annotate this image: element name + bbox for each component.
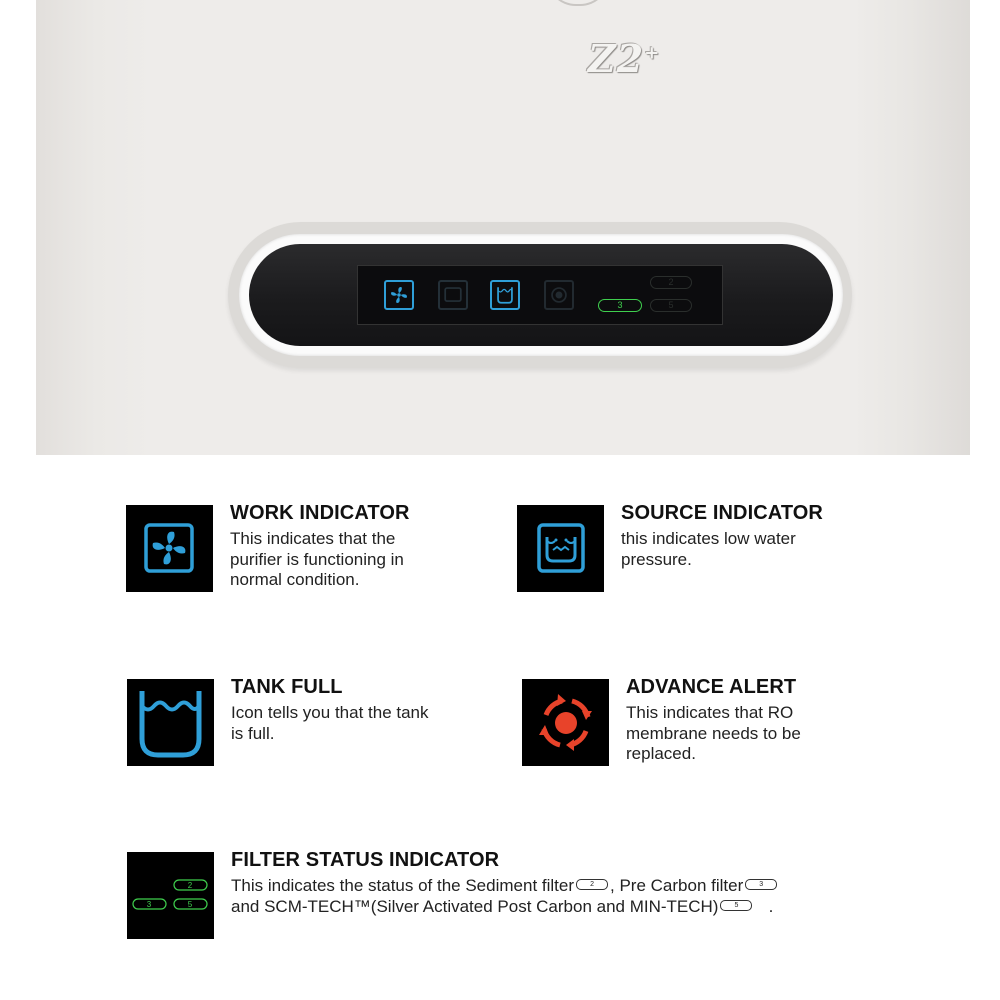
filter-desc-part-3: and SCM-TECH™(Silver Activated Post Carbon and MIN-TECH)	[231, 896, 719, 916]
source-indicator-title: SOURCE INDICATOR	[621, 502, 823, 524]
work-indicator-tile	[126, 505, 213, 592]
filter-pill-2-label: 2	[187, 881, 193, 890]
tank-full-icon	[127, 679, 214, 766]
filter-status-description	[231, 876, 871, 917]
tank-full-description: Icon tells you that the tank is full.	[231, 703, 429, 743]
filter-pill-3: 3	[598, 299, 642, 312]
filter-desc-part-1: This indicates the status of the Sediment filter	[231, 876, 575, 895]
brand-logo: Z2+	[588, 36, 661, 81]
advance-alert-description: This indicates that RO membrane needs to be replaced.	[626, 703, 801, 763]
sediment-filter-pill: 2	[576, 879, 608, 890]
fan-icon	[384, 280, 414, 310]
filter-pill-3-label: 3	[146, 900, 152, 909]
advance-alert-tile	[522, 679, 609, 766]
low-pressure-tank-icon	[517, 505, 604, 592]
purifier-body	[36, 0, 970, 455]
filter-status-tile	[127, 852, 214, 939]
filter-pill-5: 5	[650, 299, 692, 312]
tank-full-icon	[490, 280, 520, 310]
advance-alert-icon	[522, 679, 609, 766]
filter-status-title: FILTER STATUS INDICATOR	[231, 849, 500, 871]
filter-pill-2: 2	[650, 276, 692, 289]
low-pressure-tank-icon	[438, 280, 468, 310]
source-indicator-tile	[517, 505, 604, 592]
pre-carbon-filter-pill: 3	[745, 879, 777, 890]
advance-alert-icon	[544, 280, 574, 310]
work-indicator-description: This indicates that the purifier is functioning in normal condition.	[230, 529, 404, 589]
scm-tech-filter-pill: 5	[720, 900, 752, 911]
work-indicator-title: WORK INDICATOR	[230, 502, 410, 524]
tank-full-tile	[127, 679, 214, 766]
filter-desc-part-2: , Pre Carbon filter	[610, 876, 744, 895]
advance-alert-title: ADVANCE ALERT	[626, 676, 797, 698]
tank-full-title: TANK FULL	[231, 676, 343, 698]
top-knob	[546, 0, 610, 6]
source-indicator-description: this indicates low water pressure.	[621, 529, 796, 569]
fan-icon	[126, 505, 213, 592]
filter-status-icon	[127, 852, 214, 939]
indicator-display	[357, 265, 723, 325]
filter-pill-5-label: 5	[187, 900, 193, 909]
filter-desc-part-4: .	[768, 896, 774, 916]
